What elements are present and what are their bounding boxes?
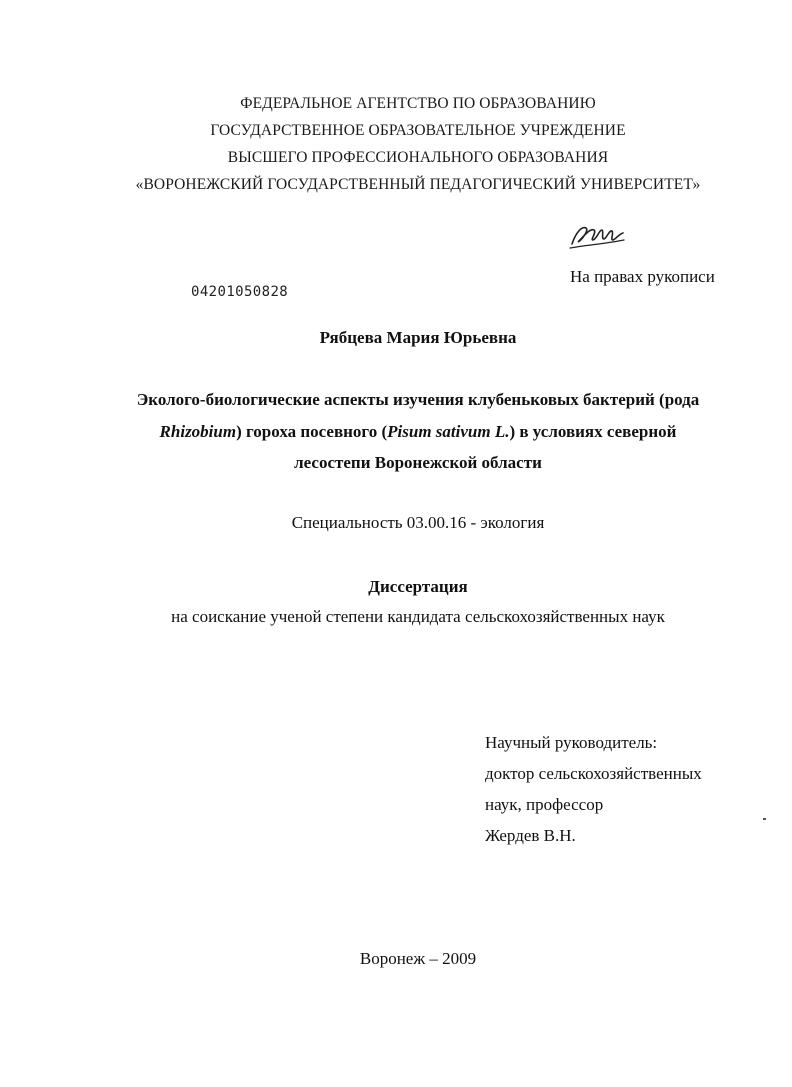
supervisor-degree-2: наук, профессор <box>485 795 604 814</box>
header-line-university: «ВОРОНЕЖСКИЙ ГОСУДАРСТВЕННЫЙ ПЕДАГОГИЧЕСКИЙ УНИВЕРСИТЕТ» <box>135 176 701 193</box>
title-species: Pisum sativum L. <box>387 422 510 441</box>
title-line-2 <box>0 422 792 442</box>
header-line-agency: ФЕДЕРАЛЬНОЕ АГЕНТСТВО ПО ОБРАЗОВАНИЮ <box>240 95 596 112</box>
supervisor-degree-1: доктор сельскохозяйственных <box>485 764 702 783</box>
header-line-education: ВЫСШЕГО ПРОФЕССИОНАЛЬНОГО ОБРАЗОВАНИЯ <box>227 149 609 166</box>
city-year: Воронеж – 2009 <box>359 949 477 968</box>
specialty: Специальность 03.00.16 - экология <box>291 513 545 532</box>
title-end: ) в условиях северной <box>509 422 677 441</box>
author-name: Рябцева Мария Юрьевна <box>319 328 517 347</box>
supervisor-label: Научный руководитель: <box>485 733 658 752</box>
catalog-number: 04201050828 <box>191 284 289 300</box>
supervisor-name: Жердев В.Н. <box>485 826 576 845</box>
title-line-3: лесостепи Воронежской области <box>294 453 542 472</box>
document-type: Диссертация <box>368 577 468 596</box>
title-mid: ) гороха посевного ( <box>236 422 388 441</box>
degree-line: на соискание ученой степени кандидата сельскохозяйственных наук <box>171 607 665 626</box>
scan-speck <box>763 818 766 820</box>
header-line-institution: ГОСУДАРСТВЕННОЕ ОБРАЗОВАТЕЛЬНОЕ УЧРЕЖДЕНИЕ <box>210 122 626 139</box>
title-line-1: Эколого-биологические аспекты изучения клубеньковых бактерий (рода <box>136 390 700 409</box>
rights-note: На правах рукописи <box>570 267 715 286</box>
signature-mark <box>566 218 626 252</box>
title-genus: Rhizobium <box>159 422 237 441</box>
